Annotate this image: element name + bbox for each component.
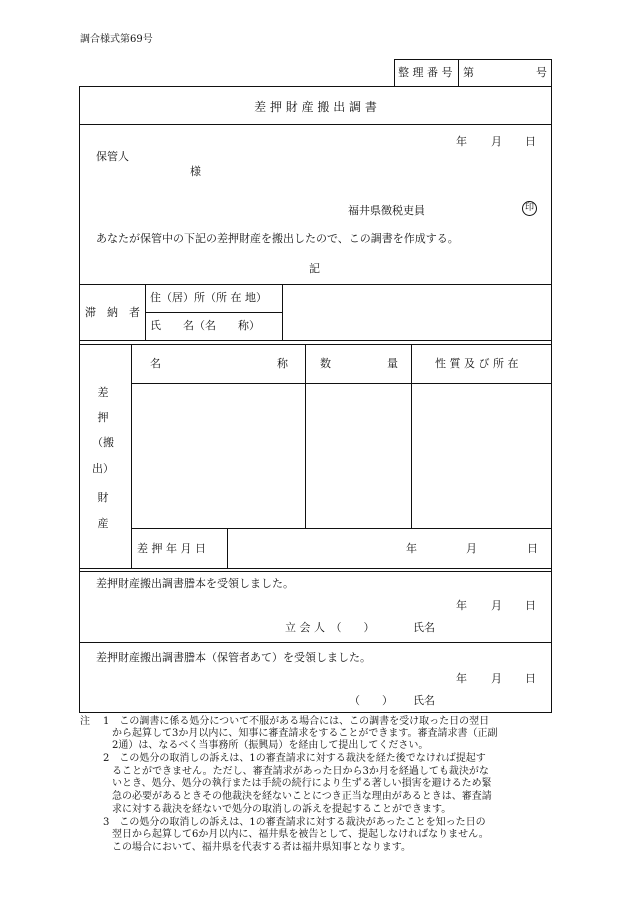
receipt2-paren: （ ） xyxy=(349,694,393,707)
receipt1-month: 月 xyxy=(491,599,502,612)
property-side-label-2: 押 xyxy=(97,411,109,424)
property-quantity-field[interactable] xyxy=(306,384,410,527)
property-side-label-3: （搬 xyxy=(92,436,114,449)
col-quantity-label-a: 数 xyxy=(320,357,331,370)
note-line: 1 この調書に係る処分について不服がある場合には、この調書を受け取った日の翌日 xyxy=(103,716,490,727)
col-quantity-label-b: 量 xyxy=(387,357,398,370)
header-date-year: 年 xyxy=(456,135,467,148)
note-line: いとき、処分、処分の執行または手続の続行により生ずる著しい損害を避けるため緊 xyxy=(112,778,492,789)
taxpayer-address-field[interactable] xyxy=(283,285,551,312)
col-nature-location-label: 性 質 及 び 所 在 xyxy=(435,357,519,370)
notes-prefix: 注 xyxy=(80,716,90,727)
reference-number-prefix: 第 xyxy=(463,66,474,79)
reference-number-suffix: 号 xyxy=(536,66,547,79)
seizure-date-day: 日 xyxy=(527,542,538,555)
taxpayer-name-field[interactable] xyxy=(283,313,551,340)
note-line: 求に対する裁決を経ないで処分の取消しの訴えを提起することができます。 xyxy=(112,804,452,815)
property-side-label-4: 出） xyxy=(92,462,114,475)
receipt1-year: 年 xyxy=(456,599,467,612)
note-line: 2 この処分の取消しの訴えは、1の審査請求に対する裁決を経た後でなければ提起す xyxy=(103,753,486,764)
receipt2-year: 年 xyxy=(456,672,467,685)
statement-text: あなたが保管中の下記の差押財産を搬出したので、この調書を作成する。 xyxy=(96,232,459,245)
ki-label: 記 xyxy=(309,262,320,275)
receipt2-text: 差押財産搬出調書謄本（保管者あて）を受領しました。 xyxy=(96,651,371,664)
seizure-date-label: 差 押 年 月 日 xyxy=(137,542,206,555)
seizure-date-month: 月 xyxy=(466,542,477,555)
witness-label: 立 会 人 （ ） xyxy=(285,621,375,634)
property-name-field[interactable] xyxy=(132,384,304,527)
taxpayer-name-label: 氏 名（名 称） xyxy=(150,319,260,332)
page-title: 差 押 財 産 搬 出 調 書 xyxy=(254,100,377,114)
receipt1-day: 日 xyxy=(525,599,536,612)
issuer-name: 福井県徴税吏員 xyxy=(348,204,425,217)
taxpayer-address-label: 住（居）所（所 在 地） xyxy=(150,291,267,304)
form-id: 調合様式第69号 xyxy=(80,34,153,45)
property-side-label-5: 財 xyxy=(97,491,109,504)
header-date-day: 日 xyxy=(525,135,536,148)
note-line: 3 この処分の取消しの訴えは、1の審査請求に対する裁決があったことを知った日の xyxy=(103,817,486,828)
seal-mark-icon: 印 xyxy=(522,201,537,216)
note-line: ることができません。ただし、審査請求があった日から3か月を経過しても裁決がな xyxy=(112,766,489,777)
note-line: 翌日から起算して6か月以内に、福井県を被告として、提起しなければなりません。 xyxy=(112,829,489,840)
property-side-label-6: 産 xyxy=(97,517,109,530)
note-line: 急の必要があるときその他裁決を経ないことにつき正当な理由があるときは、審査請 xyxy=(112,791,492,802)
receipt2-day: 日 xyxy=(525,672,536,685)
taxpayer-label: 滞 納 者 xyxy=(85,306,140,319)
receipt2-month: 月 xyxy=(491,672,502,685)
receipt1-text: 差押財産搬出調書謄本を受領しました。 xyxy=(96,577,294,590)
recipient-label: 保管人 xyxy=(96,150,129,163)
reference-number-label: 整 理 番 号 xyxy=(398,66,453,79)
recipient-honorific: 様 xyxy=(190,165,201,178)
col-name-label-a: 名 xyxy=(150,357,161,370)
property-side-label-1: 差 xyxy=(97,386,109,399)
receipt1-name-label: 氏名 xyxy=(413,621,435,634)
header-date-month: 月 xyxy=(491,135,502,148)
note-line: から起算して3か月以内に、知事に審査請求をすることができます。審査請求書（正副 xyxy=(112,728,498,739)
col-name-label-b: 称 xyxy=(277,357,288,370)
note-line: この場合において、福井県を代表する者は福井県知事となります。 xyxy=(112,842,411,853)
seizure-date-year: 年 xyxy=(406,542,417,555)
note-line: 2通）は、なるべく当事務所（振興局）を経由して提出してください。 xyxy=(112,740,429,751)
receipt2-name-label: 氏名 xyxy=(413,694,435,707)
property-nature-field[interactable] xyxy=(412,384,551,527)
